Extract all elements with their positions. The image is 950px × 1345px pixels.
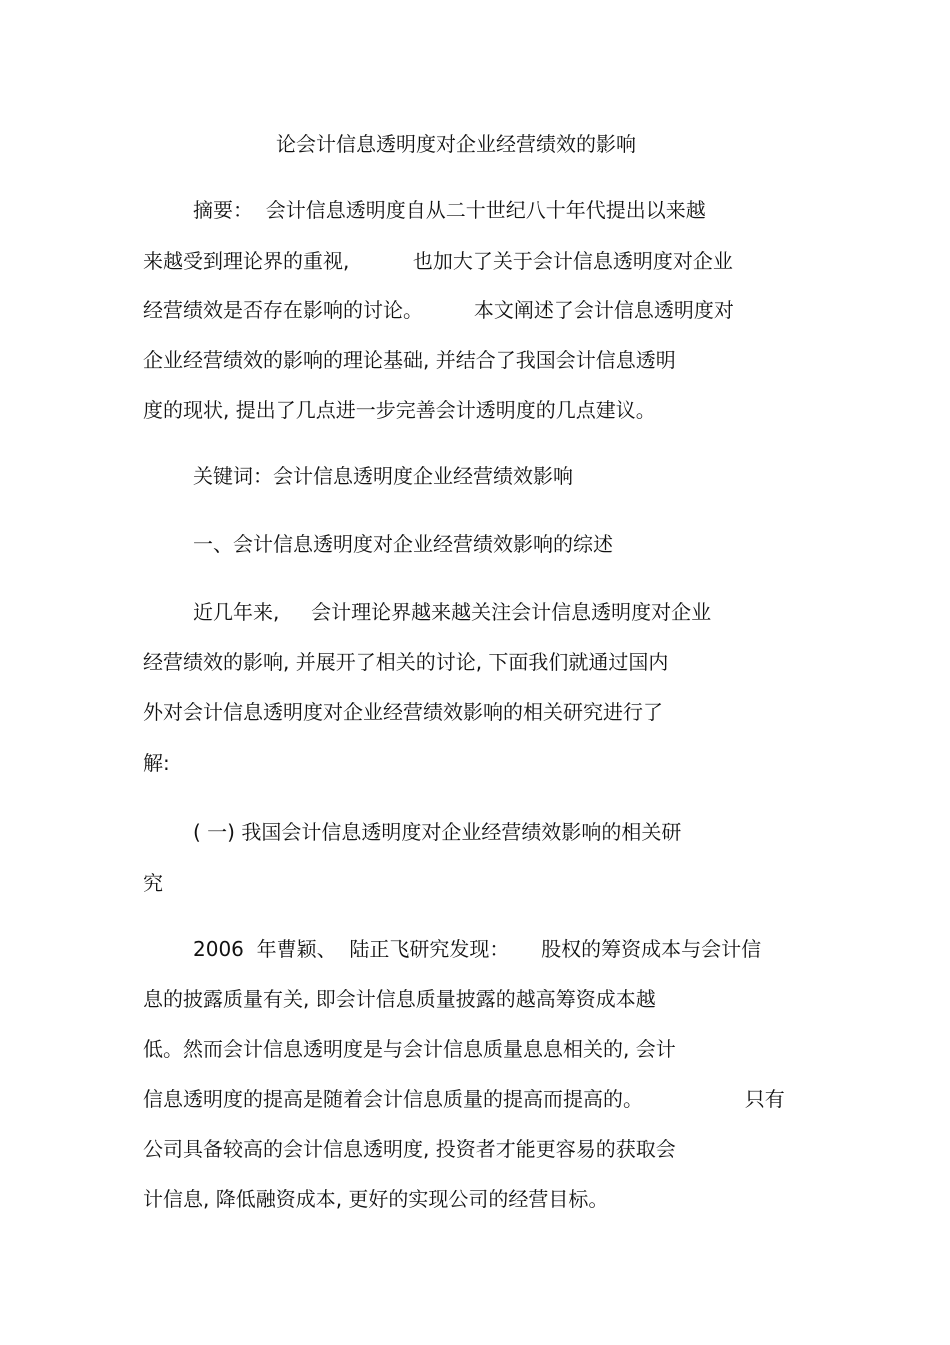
section-1-line-3: 外对会计信息透明度对企业经营绩效影响的相关研究进行了 <box>143 700 663 724</box>
document-title: 论会计信息透明度对企业经营绩效的影响 <box>276 132 636 156</box>
section-1-heading: 一、会计信息透明度对企业经营绩效影响的综述 <box>193 532 613 556</box>
subsection-1-line-3: 低。然而会计信息透明度是与会计信息质量息息相关的, 会计 <box>143 1037 676 1061</box>
subsection-1-heading-line-2: 究 <box>143 871 163 895</box>
section-1-line-1: 近几年来, 会计理论界越来越关注会计信息透明度对企业 <box>193 600 712 624</box>
subsection-1-line-1: 2006 年曹颖、 陆正飞研究发现： 股权的筹资成本与会计信 <box>193 937 762 961</box>
subsection-1-heading-line-1: ( 一) 我国会计信息透明度对企业经营绩效影响的相关研 <box>193 820 682 844</box>
abstract-line-1: 摘要： 会计信息透明度自从二十世纪八十年代提出以来越 <box>193 198 706 222</box>
section-1-line-2: 经营绩效的影响, 并展开了相关的讨论, 下面我们就通过国内 <box>143 650 669 674</box>
abstract-line-4: 企业经营绩效的影响的理论基础, 并结合了我国会计信息透明 <box>143 348 676 372</box>
subsection-1-line-2: 息的披露质量有关, 即会计信息质量披露的越高筹资成本越 <box>143 987 656 1011</box>
section-1-line-4: 解: <box>143 751 170 775</box>
abstract-line-3: 经营绩效是否存在影响的讨论。 本文阐述了会计信息透明度对 <box>143 298 734 322</box>
subsection-1-line-5: 公司具备较高的会计信息透明度, 投资者才能更容易的获取会 <box>143 1137 676 1161</box>
abstract-line-2: 来越受到理论界的重视, 也加大了关于会计信息透明度对企业 <box>143 249 733 273</box>
keywords-line: 关键词：会计信息透明度企业经营绩效影响 <box>193 464 573 488</box>
subsection-1-line-6: 计信息, 降低融资成本, 更好的实现公司的经营目标。 <box>143 1187 609 1211</box>
subsection-1-line-4: 信息透明度的提高是随着会计信息质量的提高而提高的。 只有 <box>143 1087 785 1111</box>
abstract-line-5: 度的现状, 提出了几点进一步完善会计透明度的几点建议。 <box>143 398 656 422</box>
